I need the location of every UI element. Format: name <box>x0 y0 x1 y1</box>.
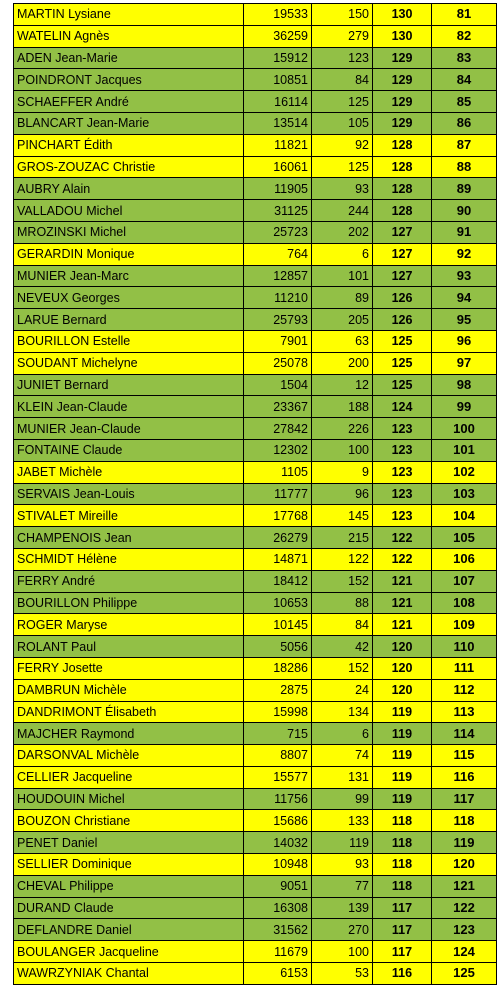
table-row <box>14 854 497 876</box>
cell-rank: 98 <box>432 374 497 396</box>
table-row <box>14 636 497 658</box>
cell-score: 120 <box>373 657 432 679</box>
cell-score: 124 <box>373 396 432 418</box>
cell-rank: 99 <box>432 396 497 418</box>
cell-value-b: 145 <box>312 505 373 527</box>
table-row <box>14 221 497 243</box>
cell-value-a: 13514 <box>244 112 312 134</box>
cell-value-b: 93 <box>312 178 373 200</box>
cell-name: DAMBRUN Michèle <box>14 679 244 701</box>
cell-rank: 115 <box>432 745 497 767</box>
table-row <box>14 156 497 178</box>
cell-rank: 110 <box>432 636 497 658</box>
cell-value-b: 53 <box>312 963 373 985</box>
cell-value-b: 200 <box>312 352 373 374</box>
cell-value-b: 84 <box>312 614 373 636</box>
cell-name: DARSONVAL Michèle <box>14 745 244 767</box>
cell-name: FERRY Josette <box>14 657 244 679</box>
cell-rank: 113 <box>432 701 497 723</box>
cell-rank: 117 <box>432 788 497 810</box>
cell-value-b: 74 <box>312 745 373 767</box>
table-row <box>14 527 497 549</box>
table-row <box>14 701 497 723</box>
cell-rank: 109 <box>432 614 497 636</box>
cell-value-a: 1504 <box>244 374 312 396</box>
cell-value-a: 15577 <box>244 766 312 788</box>
cell-value-b: 139 <box>312 897 373 919</box>
cell-score: 118 <box>373 875 432 897</box>
cell-rank: 114 <box>432 723 497 745</box>
cell-rank: 122 <box>432 897 497 919</box>
cell-value-a: 715 <box>244 723 312 745</box>
table-row <box>14 548 497 570</box>
cell-value-a: 17768 <box>244 505 312 527</box>
cell-value-b: 24 <box>312 679 373 701</box>
cell-value-a: 1105 <box>244 461 312 483</box>
cell-value-b: 42 <box>312 636 373 658</box>
table-row <box>14 570 497 592</box>
cell-rank: 88 <box>432 156 497 178</box>
table-row <box>14 265 497 287</box>
cell-rank: 107 <box>432 570 497 592</box>
cell-score: 120 <box>373 679 432 701</box>
cell-value-b: 226 <box>312 418 373 440</box>
cell-value-a: 8807 <box>244 745 312 767</box>
cell-rank: 111 <box>432 657 497 679</box>
cell-value-a: 11679 <box>244 941 312 963</box>
cell-value-a: 10851 <box>244 69 312 91</box>
cell-value-a: 14032 <box>244 832 312 854</box>
cell-score: 118 <box>373 832 432 854</box>
cell-value-a: 26279 <box>244 527 312 549</box>
cell-score: 125 <box>373 352 432 374</box>
cell-rank: 105 <box>432 527 497 549</box>
cell-value-a: 2875 <box>244 679 312 701</box>
table-row <box>14 766 497 788</box>
cell-score: 128 <box>373 134 432 156</box>
cell-name: DEFLANDRE Daniel <box>14 919 244 941</box>
table-row <box>14 91 497 113</box>
cell-value-b: 152 <box>312 657 373 679</box>
table-row <box>14 461 497 483</box>
cell-name: LARUE Bernard <box>14 309 244 331</box>
cell-name: PENET Daniel <box>14 832 244 854</box>
cell-rank: 87 <box>432 134 497 156</box>
cell-value-b: 77 <box>312 875 373 897</box>
cell-name: MARTIN Lysiane <box>14 4 244 26</box>
cell-value-b: 215 <box>312 527 373 549</box>
table-row <box>14 875 497 897</box>
cell-value-a: 36259 <box>244 25 312 47</box>
cell-name: FONTAINE Claude <box>14 439 244 461</box>
table-row <box>14 919 497 941</box>
cell-rank: 108 <box>432 592 497 614</box>
table-row <box>14 788 497 810</box>
table-row <box>14 374 497 396</box>
cell-value-a: 18412 <box>244 570 312 592</box>
cell-rank: 94 <box>432 287 497 309</box>
cell-score: 127 <box>373 221 432 243</box>
cell-value-b: 92 <box>312 134 373 156</box>
cell-score: 116 <box>373 963 432 985</box>
cell-value-b: 270 <box>312 919 373 941</box>
cell-rank: 121 <box>432 875 497 897</box>
table-row <box>14 483 497 505</box>
cell-value-b: 125 <box>312 91 373 113</box>
cell-value-a: 25078 <box>244 352 312 374</box>
cell-value-b: 205 <box>312 309 373 331</box>
cell-name: JUNIET Bernard <box>14 374 244 396</box>
cell-value-a: 14871 <box>244 548 312 570</box>
cell-value-b: 133 <box>312 810 373 832</box>
cell-value-b: 93 <box>312 854 373 876</box>
table-row <box>14 200 497 222</box>
table-row <box>14 897 497 919</box>
cell-score: 117 <box>373 919 432 941</box>
cell-score: 119 <box>373 723 432 745</box>
cell-rank: 119 <box>432 832 497 854</box>
cell-rank: 97 <box>432 352 497 374</box>
cell-value-b: 105 <box>312 112 373 134</box>
cell-name: GROS-ZOUZAC Christie <box>14 156 244 178</box>
cell-score: 122 <box>373 527 432 549</box>
cell-rank: 86 <box>432 112 497 134</box>
table-row <box>14 723 497 745</box>
cell-score: 118 <box>373 810 432 832</box>
cell-score: 129 <box>373 47 432 69</box>
cell-score: 122 <box>373 548 432 570</box>
table-row <box>14 134 497 156</box>
table-row <box>14 178 497 200</box>
cell-name: AUBRY Alain <box>14 178 244 200</box>
cell-value-b: 125 <box>312 156 373 178</box>
cell-value-b: 96 <box>312 483 373 505</box>
cell-name: MUNIER Jean-Claude <box>14 418 244 440</box>
cell-value-a: 27842 <box>244 418 312 440</box>
cell-name: BOURILLON Philippe <box>14 592 244 614</box>
cell-score: 121 <box>373 570 432 592</box>
cell-value-a: 9051 <box>244 875 312 897</box>
cell-value-b: 188 <box>312 396 373 418</box>
cell-rank: 116 <box>432 766 497 788</box>
table-row <box>14 832 497 854</box>
cell-rank: 85 <box>432 91 497 113</box>
cell-score: 128 <box>373 156 432 178</box>
cell-rank: 82 <box>432 25 497 47</box>
cell-value-a: 11210 <box>244 287 312 309</box>
cell-value-a: 10948 <box>244 854 312 876</box>
cell-name: BOURILLON Estelle <box>14 330 244 352</box>
cell-value-a: 6153 <box>244 963 312 985</box>
cell-value-b: 123 <box>312 47 373 69</box>
cell-score: 129 <box>373 112 432 134</box>
cell-rank: 92 <box>432 243 497 265</box>
cell-value-a: 15998 <box>244 701 312 723</box>
cell-rank: 106 <box>432 548 497 570</box>
cell-rank: 118 <box>432 810 497 832</box>
cell-name: STIVALET Mireille <box>14 505 244 527</box>
table-row <box>14 47 497 69</box>
cell-score: 119 <box>373 766 432 788</box>
cell-value-a: 16061 <box>244 156 312 178</box>
cell-rank: 81 <box>432 4 497 26</box>
cell-score: 123 <box>373 418 432 440</box>
cell-value-a: 12302 <box>244 439 312 461</box>
cell-name: ROLANT Paul <box>14 636 244 658</box>
cell-score: 119 <box>373 745 432 767</box>
cell-value-a: 25793 <box>244 309 312 331</box>
cell-rank: 89 <box>432 178 497 200</box>
cell-value-b: 99 <box>312 788 373 810</box>
cell-name: GERARDIN Monique <box>14 243 244 265</box>
table-row <box>14 112 497 134</box>
cell-value-a: 16308 <box>244 897 312 919</box>
table-row <box>14 614 497 636</box>
cell-value-b: 100 <box>312 941 373 963</box>
table-row <box>14 963 497 985</box>
cell-score: 127 <box>373 265 432 287</box>
cell-rank: 93 <box>432 265 497 287</box>
cell-name: BOULANGER Jacqueline <box>14 941 244 963</box>
cell-rank: 102 <box>432 461 497 483</box>
cell-value-a: 11756 <box>244 788 312 810</box>
cell-score: 123 <box>373 505 432 527</box>
cell-score: 118 <box>373 854 432 876</box>
cell-name: DURAND Claude <box>14 897 244 919</box>
cell-value-b: 88 <box>312 592 373 614</box>
cell-value-b: 101 <box>312 265 373 287</box>
cell-score: 128 <box>373 178 432 200</box>
table-row <box>14 439 497 461</box>
cell-name: BOUZON Christiane <box>14 810 244 832</box>
cell-name: CHEVAL Philippe <box>14 875 244 897</box>
cell-score: 127 <box>373 243 432 265</box>
cell-value-b: 89 <box>312 287 373 309</box>
cell-rank: 96 <box>432 330 497 352</box>
cell-score: 119 <box>373 788 432 810</box>
cell-rank: 91 <box>432 221 497 243</box>
cell-score: 128 <box>373 200 432 222</box>
table-row <box>14 418 497 440</box>
cell-rank: 95 <box>432 309 497 331</box>
cell-value-b: 63 <box>312 330 373 352</box>
cell-value-b: 119 <box>312 832 373 854</box>
cell-name: MROZINSKI Michel <box>14 221 244 243</box>
cell-score: 130 <box>373 25 432 47</box>
cell-value-a: 11821 <box>244 134 312 156</box>
cell-rank: 125 <box>432 963 497 985</box>
cell-name: MAJCHER Raymond <box>14 723 244 745</box>
table-row <box>14 69 497 91</box>
cell-score: 126 <box>373 287 432 309</box>
cell-value-a: 7901 <box>244 330 312 352</box>
cell-value-a: 31562 <box>244 919 312 941</box>
cell-value-b: 100 <box>312 439 373 461</box>
cell-value-a: 31125 <box>244 200 312 222</box>
table-row <box>14 352 497 374</box>
cell-score: 125 <box>373 330 432 352</box>
cell-name: VALLADOU Michel <box>14 200 244 222</box>
cell-rank: 84 <box>432 69 497 91</box>
cell-rank: 101 <box>432 439 497 461</box>
cell-value-b: 134 <box>312 701 373 723</box>
cell-score: 123 <box>373 461 432 483</box>
cell-name: POINDRONT Jacques <box>14 69 244 91</box>
cell-value-a: 23367 <box>244 396 312 418</box>
cell-name: SERVAIS Jean-Louis <box>14 483 244 505</box>
cell-score: 123 <box>373 483 432 505</box>
cell-value-a: 11905 <box>244 178 312 200</box>
table-row <box>14 25 497 47</box>
cell-value-b: 6 <box>312 243 373 265</box>
table-row <box>14 810 497 832</box>
cell-rank: 103 <box>432 483 497 505</box>
cell-value-a: 15686 <box>244 810 312 832</box>
cell-score: 120 <box>373 636 432 658</box>
cell-name: SCHMIDT Hélène <box>14 548 244 570</box>
cell-rank: 83 <box>432 47 497 69</box>
table-row <box>14 679 497 701</box>
cell-name: ROGER Maryse <box>14 614 244 636</box>
cell-value-a: 11777 <box>244 483 312 505</box>
cell-value-a: 15912 <box>244 47 312 69</box>
cell-name: PINCHART Édith <box>14 134 244 156</box>
cell-value-b: 6 <box>312 723 373 745</box>
cell-name: BLANCART Jean-Marie <box>14 112 244 134</box>
table-row <box>14 243 497 265</box>
cell-rank: 120 <box>432 854 497 876</box>
cell-value-b: 12 <box>312 374 373 396</box>
cell-value-b: 202 <box>312 221 373 243</box>
cell-name: DANDRIMONT Élisabeth <box>14 701 244 723</box>
cell-rank: 124 <box>432 941 497 963</box>
cell-score: 121 <box>373 592 432 614</box>
cell-rank: 112 <box>432 679 497 701</box>
cell-name: WATELIN Agnès <box>14 25 244 47</box>
cell-rank: 100 <box>432 418 497 440</box>
cell-name: SOUDANT Michelyne <box>14 352 244 374</box>
cell-value-b: 279 <box>312 25 373 47</box>
cell-value-a: 16114 <box>244 91 312 113</box>
cell-value-a: 10145 <box>244 614 312 636</box>
cell-score: 123 <box>373 439 432 461</box>
cell-rank: 104 <box>432 505 497 527</box>
table-row <box>14 330 497 352</box>
table-row <box>14 396 497 418</box>
cell-value-b: 152 <box>312 570 373 592</box>
cell-rank: 90 <box>432 200 497 222</box>
table-row <box>14 4 497 26</box>
cell-name: CELLIER Jacqueline <box>14 766 244 788</box>
cell-score: 121 <box>373 614 432 636</box>
table-row <box>14 309 497 331</box>
cell-value-a: 10653 <box>244 592 312 614</box>
cell-value-b: 150 <box>312 4 373 26</box>
cell-score: 119 <box>373 701 432 723</box>
cell-value-b: 122 <box>312 548 373 570</box>
cell-value-a: 764 <box>244 243 312 265</box>
cell-value-a: 12857 <box>244 265 312 287</box>
cell-value-b: 244 <box>312 200 373 222</box>
cell-value-a: 25723 <box>244 221 312 243</box>
cell-name: JABET Michèle <box>14 461 244 483</box>
table-row <box>14 941 497 963</box>
cell-value-b: 84 <box>312 69 373 91</box>
ranking-table <box>13 3 497 985</box>
cell-name: FERRY André <box>14 570 244 592</box>
cell-score: 130 <box>373 4 432 26</box>
cell-score: 125 <box>373 374 432 396</box>
ranking-table-body <box>14 4 497 985</box>
cell-value-b: 131 <box>312 766 373 788</box>
cell-name: CHAMPENOIS Jean <box>14 527 244 549</box>
cell-name: SELLIER Dominique <box>14 854 244 876</box>
cell-name: ADEN Jean-Marie <box>14 47 244 69</box>
cell-value-a: 18286 <box>244 657 312 679</box>
table-row <box>14 657 497 679</box>
table-row <box>14 592 497 614</box>
cell-score: 129 <box>373 69 432 91</box>
cell-name: MUNIER Jean-Marc <box>14 265 244 287</box>
table-row <box>14 287 497 309</box>
cell-value-a: 5056 <box>244 636 312 658</box>
cell-rank: 123 <box>432 919 497 941</box>
table-row <box>14 745 497 767</box>
cell-value-b: 9 <box>312 461 373 483</box>
cell-name: NEVEUX Georges <box>14 287 244 309</box>
cell-name: WAWRZYNIAK Chantal <box>14 963 244 985</box>
cell-name: SCHAEFFER André <box>14 91 244 113</box>
cell-score: 117 <box>373 941 432 963</box>
cell-name: HOUDOUIN Michel <box>14 788 244 810</box>
table-row <box>14 505 497 527</box>
cell-score: 129 <box>373 91 432 113</box>
cell-score: 117 <box>373 897 432 919</box>
cell-value-a: 19533 <box>244 4 312 26</box>
cell-score: 126 <box>373 309 432 331</box>
cell-name: KLEIN Jean-Claude <box>14 396 244 418</box>
